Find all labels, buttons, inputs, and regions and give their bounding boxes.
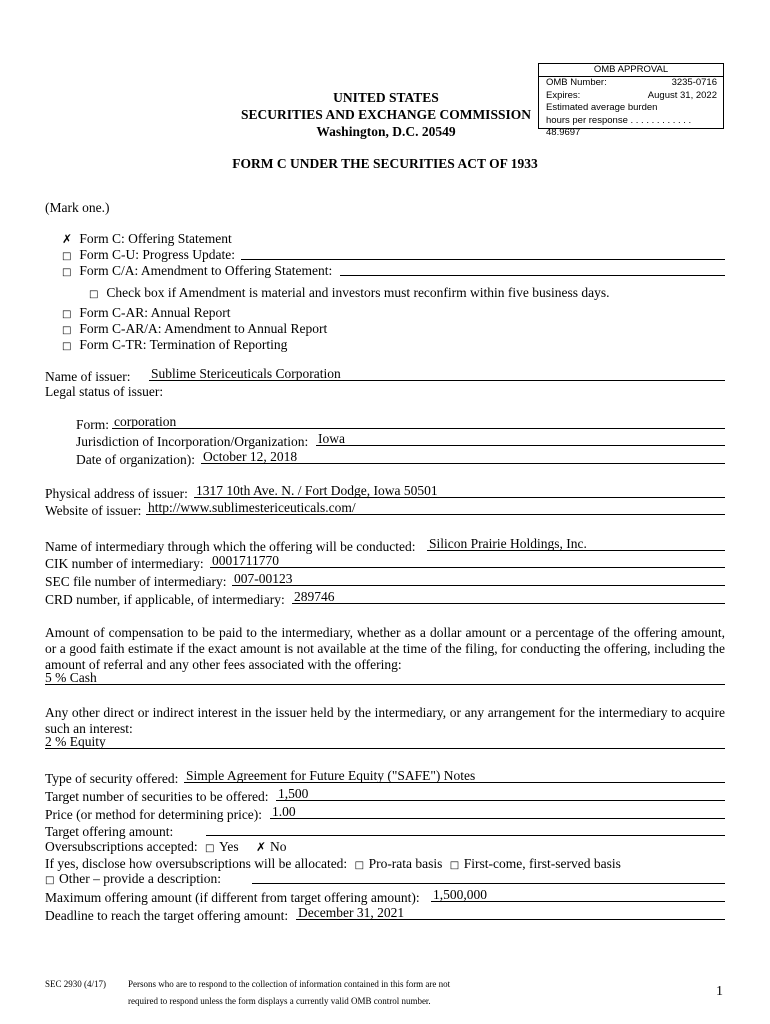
- interest-line: [45, 748, 725, 749]
- address-label: Physical address of issuer:: [45, 486, 188, 501]
- target-amount-label: Target offering amount:: [45, 824, 174, 839]
- website-value[interactable]: http://www.sublimestericeuticals.com/: [148, 500, 356, 515]
- issuer-form-line: [112, 428, 725, 429]
- intermediary-name-value[interactable]: Silicon Prairie Holdings, Inc.: [429, 536, 587, 551]
- cik-line: [210, 567, 725, 568]
- issuer-name-value[interactable]: Sublime Stericeuticals Corporation: [151, 366, 341, 381]
- deadline-label: Deadline to reach the target offering amount:: [45, 908, 289, 923]
- website-line: [146, 514, 725, 515]
- form-title: FORM C UNDER THE SECURITIES ACT OF 1933: [232, 156, 538, 171]
- footer-notice-line1: Persons who are to respond to the collection of information contained in this form are not: [128, 979, 451, 989]
- max-amount-label: Maximum offering amount (if different from target offering amount):: [45, 890, 420, 905]
- form-ca-option: [62, 263, 332, 279]
- form-car-label: Form C-AR: Annual Report: [79, 305, 231, 320]
- header-line1: UNITED STATES: [333, 90, 439, 105]
- form-cara-label: Form C-AR/A: Amendment to Annual Report: [79, 321, 328, 336]
- footer-notice-line2: required to respond unless the form displays a currently valid OMB control number.: [128, 996, 431, 1006]
- omb-number-row: [539, 77, 723, 90]
- form-ctr-option: [62, 337, 287, 353]
- omb-number-label: OMB Number:: [546, 77, 607, 88]
- form-cu-line: [241, 259, 725, 260]
- target-amount-line[interactable]: [206, 835, 725, 836]
- omb-burden-label: Estimated average burden: [546, 102, 658, 113]
- omb-expires-value: August 31, 2022: [647, 89, 717, 101]
- oversub-yes-label: Yes: [218, 839, 239, 854]
- price-value[interactable]: 1.00: [272, 804, 296, 819]
- checkbox-form-cu[interactable]: □: [62, 251, 72, 262]
- omb-expires-label: Expires:: [546, 89, 581, 101]
- deadline-value[interactable]: December 31, 2021: [298, 905, 405, 920]
- compensation-text: Amount of compensation to be paid to the intermediary, whether as a dollar amount or a percentage of the offering amount, or a good faith estimate if the exact amount is not available at the time of the filing, for conducting the offering, including the amount of referral and any other fees associated with the offering:: [45, 625, 725, 672]
- price-label: Price (or method for determining price):: [45, 807, 263, 822]
- issuer-name-line: [149, 380, 725, 381]
- issuer-form-label: Form:: [76, 417, 110, 432]
- max-amount-line: [431, 901, 725, 902]
- form-ctr-label: Form C-TR: Termination of Reporting: [79, 337, 288, 352]
- jurisdiction-value[interactable]: Iowa: [318, 431, 345, 446]
- form-cu-option: [62, 247, 235, 263]
- header-line3: Washington, D.C. 20549: [316, 124, 456, 139]
- security-type-value[interactable]: Simple Agreement for Future Equity ("SAFE") Notes: [186, 768, 476, 783]
- sec-file-line: [232, 585, 725, 586]
- intermediary-name-line: [427, 550, 725, 551]
- date-org-line: [201, 463, 725, 464]
- interest-text: Any other direct or indirect interest in the issuer held by the intermediary, or any arrangement for the intermediary to acquire such an interest:: [45, 705, 725, 736]
- amendment-material-label: Check box if Amendment is material and investors must reconfirm within five business days.: [106, 285, 610, 300]
- other-line[interactable]: [252, 883, 725, 884]
- form-cara-option: [62, 321, 327, 337]
- address-line: [194, 497, 725, 498]
- cik-label: CIK number of intermediary:: [45, 556, 204, 571]
- price-line: [270, 818, 725, 819]
- cik-value[interactable]: 0001711770: [212, 553, 279, 568]
- security-type-line: [184, 782, 725, 783]
- target-number-label: Target number of securities to be offered:: [45, 789, 269, 804]
- checkbox-oversub-no[interactable]: ✗: [255, 840, 267, 854]
- prorata-label: Pro-rata basis: [368, 856, 443, 871]
- omb-approval-box: [538, 63, 724, 138]
- checkbox-oversub-yes[interactable]: □: [204, 843, 215, 854]
- crd-label: CRD number, if applicable, of intermediary:: [45, 592, 285, 607]
- deadline-line: [296, 919, 725, 920]
- allocation-label: If yes, disclose how oversubscriptions will be allocated:: [45, 856, 348, 871]
- page-number: 1: [716, 984, 723, 999]
- date-org-label: Date of organization):: [76, 452, 195, 467]
- checkbox-prorata[interactable]: □: [354, 860, 365, 871]
- checkbox-form-ctr[interactable]: □: [62, 341, 72, 352]
- jurisdiction-line: [316, 445, 725, 446]
- form-car-option: [62, 305, 231, 321]
- legal-status-label: Legal status of issuer:: [45, 384, 164, 399]
- crd-line: [292, 603, 725, 604]
- checkbox-amendment-material[interactable]: □: [89, 289, 99, 300]
- omb-hours-label: hours per response . . . . . . . . . . . . 48.9697: [546, 114, 692, 138]
- form-ca-line: [340, 275, 725, 276]
- oversub-no-label: No: [269, 839, 287, 854]
- checkbox-form-car[interactable]: □: [62, 309, 72, 320]
- other-row: [45, 871, 221, 887]
- checkbox-other[interactable]: □: [45, 875, 55, 886]
- form-ca-label: Form C/A: Amendment to Offering Statement:: [79, 263, 333, 278]
- omb-title: OMB APPROVAL: [539, 64, 723, 77]
- website-label: Website of issuer:: [45, 503, 142, 518]
- oversubscriptions-label: Oversubscriptions accepted:: [45, 839, 198, 854]
- security-type-label: Type of security offered:: [45, 771, 179, 786]
- sec-file-value[interactable]: 007-00123: [234, 571, 293, 586]
- checkbox-firstcome[interactable]: □: [449, 860, 460, 871]
- form-cu-label: Form C-U: Progress Update:: [79, 247, 235, 262]
- firstcome-label: First-come, first-served basis: [463, 856, 621, 871]
- address-value[interactable]: 1317 10th Ave. N. / Fort Dodge, Iowa 50501: [196, 483, 438, 498]
- mark-one: (Mark one.): [45, 200, 110, 215]
- checkbox-form-cara[interactable]: □: [62, 325, 72, 336]
- header-line2: SECURITIES AND EXCHANGE COMMISSION: [241, 107, 531, 122]
- omb-number-value: 3235-0716: [671, 77, 717, 88]
- target-number-value[interactable]: 1,500: [278, 786, 309, 801]
- allocation-row: [45, 856, 621, 872]
- oversubscriptions-row: [45, 839, 286, 855]
- footer-code: SEC 2930 (4/17): [45, 979, 107, 989]
- crd-value[interactable]: 289746: [294, 589, 335, 604]
- other-label: Other – provide a description:: [59, 871, 221, 886]
- checkbox-form-c[interactable]: ✗: [62, 232, 73, 246]
- form-c-label: Form C: Offering Statement: [79, 231, 232, 246]
- form-c-option: [62, 231, 232, 247]
- date-org-value[interactable]: October 12, 2018: [203, 449, 298, 464]
- amendment-material-option: [89, 285, 610, 301]
- intermediary-name-label: Name of intermediary through which the offering will be conducted:: [45, 539, 416, 554]
- compensation-value[interactable]: 5 % Cash: [45, 670, 97, 685]
- issuer-name-label: Name of issuer:: [45, 369, 131, 384]
- checkbox-form-ca[interactable]: □: [62, 267, 72, 278]
- compensation-line: [45, 684, 725, 685]
- max-amount-value[interactable]: 1,500,000: [433, 887, 487, 902]
- sec-file-label: SEC file number of intermediary:: [45, 574, 227, 589]
- target-number-line: [276, 800, 725, 801]
- issuer-form-value[interactable]: corporation: [114, 414, 177, 429]
- omb-expires-row: [539, 90, 723, 103]
- jurisdiction-label: Jurisdiction of Incorporation/Organization:: [76, 434, 309, 449]
- interest-value[interactable]: 2 % Equity: [45, 734, 106, 749]
